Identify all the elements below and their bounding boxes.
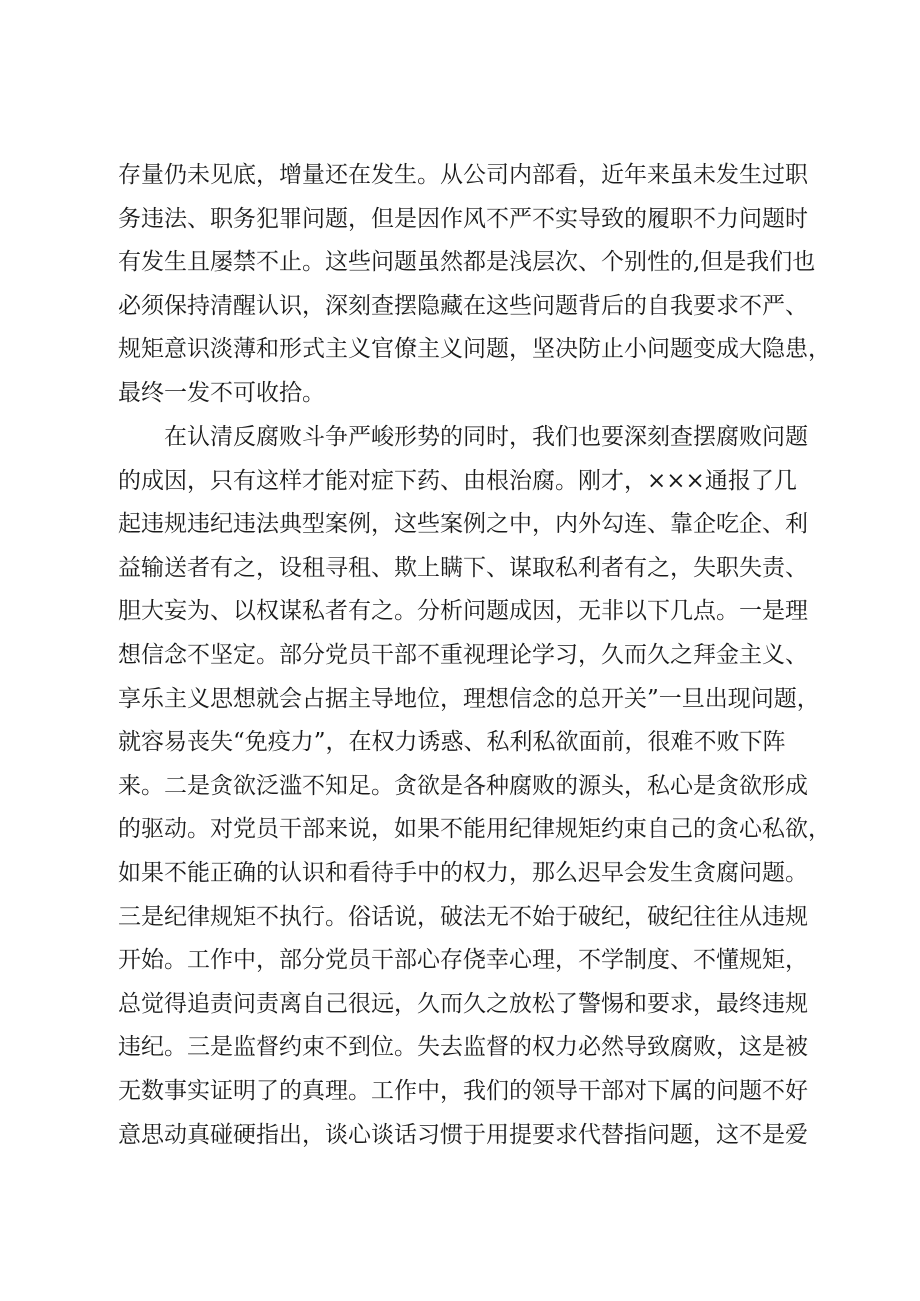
text-line: 无数事实证明了的真理。工作中，我们的领导干部对下属的问题不好 [118, 1077, 808, 1104]
text-line: 有发生且屡禁不止。这些问题虽然都是浅层次、个别性的,但是我们也 [118, 249, 816, 276]
paragraph-1 [118, 154, 831, 416]
text-line: 如果不能正确的认识和看待手中的权力，那么迟早会发生贪腐问题。 [118, 859, 808, 886]
text-line: 来。二是贪欲泛滥不知足。贪欲是各种腐败的源头，私心是贪欲形成 [118, 772, 808, 799]
text-line: 起违规违纪违法典型案例，这些案例之中，内外勾连、靠企吃企、利 [118, 511, 808, 538]
text-line: 必须保持清醒认识，深刻查摆隐藏在这些问题背后的自我要求不严、 [118, 292, 808, 319]
text-line: 三是纪律规矩不执行。俗话说，破法无不始于破纪，破纪往往从违规 [118, 903, 808, 930]
text-line: 存量仍未见底，增量还在发生。从公司内部看，近年来虽未发生过职 [118, 162, 808, 188]
text-line: 的成因，只有这样才能对症下药、由根治腐。刚才，×××通报了几 [118, 467, 797, 494]
text-line: 开始。工作中，部分党员干部心存侥幸心理，不学制度、不懂规矩， [118, 947, 808, 974]
text-line: 意思动真碰硬指出，谈心谈话习惯于用提要求代替指问题，这不是爱 [118, 1121, 808, 1148]
text-line: 总觉得追责问责离自己很远，久而久之放松了警惕和要求，最终违规 [118, 990, 808, 1017]
text-line: 胆大妄为、以权谋私者有之。分析问题成因，无非以下几点。一是理 [118, 598, 808, 625]
paragraph-2 [118, 416, 831, 1157]
text-line: 享乐主义思想就会占据主导地位，理想信念的总开关”一旦出现问题， [118, 685, 820, 712]
text-line-indented: 在认清反腐败斗争严峻形势的同时，我们也要深刻查摆腐败问题 [164, 424, 808, 450]
text-line: 就容易丧失“免疫力”，在权力诱惑、私利私欲面前，很难不败下阵 [118, 729, 786, 756]
text-line: 想信念不坚定。部分党员干部不重视理论学习，久而久之拜金主义、 [118, 641, 808, 668]
text-line: 规矩意识淡薄和形式主义官僚主义问题，坚决防止小问题变成大隐患， [118, 336, 831, 363]
text-line: 益输送者有之，设租寻租、欺上瞒下、谋取私利者有之，失职失责、 [118, 554, 808, 581]
text-line: 违纪。三是监督约束不到位。失去监督的权力必然导致腐败，这是被 [118, 1034, 808, 1061]
text-line: 最终一发不可收拾。 [118, 379, 325, 406]
text-line: 务违法、职务犯罪问题，但是因作风不严不实导致的履职不力问题时 [118, 205, 808, 232]
text-line: 的驱动。对党员干部来说，如果不能用纪律规矩约束自己的贪心私欲， [118, 816, 831, 843]
